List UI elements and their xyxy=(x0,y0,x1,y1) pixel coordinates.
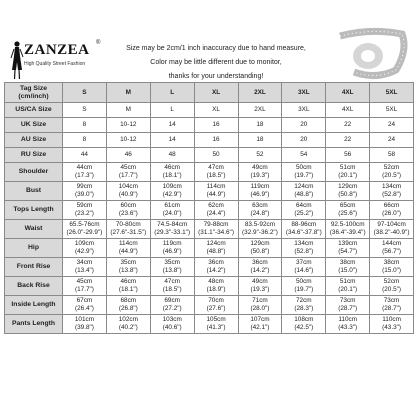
cell-cm: 139cm xyxy=(338,240,358,247)
table-cell xyxy=(370,163,414,182)
cell-inch: (28.3") xyxy=(294,305,314,312)
table-cell xyxy=(326,315,370,334)
size-column-header: 4XL xyxy=(326,83,370,103)
table-cell: 20 xyxy=(282,118,326,133)
table-cell xyxy=(106,201,150,220)
cell-inch: (20.1") xyxy=(338,172,358,179)
cell-inch: (54.7") xyxy=(338,248,358,255)
table-cell: 14 xyxy=(150,118,194,133)
table-cell: 18 xyxy=(238,118,282,133)
cell-inch: (26.8") xyxy=(118,305,138,312)
cell-inch: (40.2") xyxy=(118,324,138,331)
table-cell: 48 xyxy=(150,148,194,163)
table-cell xyxy=(194,277,238,296)
table-cell xyxy=(63,239,107,258)
cell-inch: (13.4") xyxy=(74,267,94,274)
table-cell xyxy=(282,239,326,258)
table-cell: 50 xyxy=(194,148,238,163)
table-cell: 22 xyxy=(326,133,370,148)
cell-cm: 38cm xyxy=(383,259,400,266)
table-cell xyxy=(282,220,326,239)
table-row xyxy=(5,277,414,296)
cell-cm: 129cm xyxy=(250,240,270,247)
table-cell xyxy=(282,258,326,277)
cell-inch: (44.9") xyxy=(118,248,138,255)
cell-inch: (26.4") xyxy=(74,305,94,312)
cell-inch: (18.1") xyxy=(118,286,138,293)
cell-cm: 73cm xyxy=(339,297,356,304)
cell-inch: (34.6"-37.8") xyxy=(285,229,322,236)
table-cell xyxy=(282,296,326,315)
table-cell: 10-12 xyxy=(106,133,150,148)
cell-cm: 52cm xyxy=(383,164,400,171)
table-cell: 16 xyxy=(194,133,238,148)
cell-cm: 99cm xyxy=(76,183,93,190)
cell-cm: 60cm xyxy=(120,202,137,209)
cell-inch: (25.6") xyxy=(338,210,358,217)
cell-inch: (41.3") xyxy=(206,324,226,331)
table-cell xyxy=(238,239,282,258)
cell-inch: (27.6"-31.5") xyxy=(110,229,147,236)
cell-inch: (27.2") xyxy=(162,305,182,312)
table-cell: 24 xyxy=(370,133,414,148)
cell-cm: 46cm xyxy=(164,164,180,171)
table-cell: 52 xyxy=(238,148,282,163)
table-cell: S xyxy=(63,103,107,118)
cell-cm: 49cm xyxy=(252,278,268,285)
table-cell xyxy=(282,182,326,201)
table-row xyxy=(5,258,414,277)
cell-cm: 101cm xyxy=(74,316,95,323)
row-label: Waist xyxy=(5,220,63,239)
table-cell xyxy=(63,163,107,182)
size-column-header: 5XL xyxy=(370,83,414,103)
header xyxy=(0,0,416,84)
table-cell xyxy=(370,182,414,201)
cell-cm: 44cm xyxy=(76,164,93,171)
cell-cm: 103cm xyxy=(162,316,182,323)
cell-cm: 50cm xyxy=(295,278,312,285)
table-cell xyxy=(370,220,414,239)
table-cell xyxy=(63,277,107,296)
table-cell xyxy=(150,163,194,182)
table-cell xyxy=(150,201,194,220)
size-column-header: 3XL xyxy=(282,83,326,103)
table-cell: 20 xyxy=(282,133,326,148)
cell-cm: 65.5-76cm xyxy=(69,221,100,228)
cell-inch: (24.8") xyxy=(250,210,270,217)
table-cell xyxy=(370,277,414,296)
cell-inch: (52.8") xyxy=(382,191,402,198)
table-cell: 16 xyxy=(194,118,238,133)
cell-cm: 144cm xyxy=(381,240,402,247)
cell-inch: (14.6") xyxy=(294,267,314,274)
table-row xyxy=(5,148,414,163)
row-label: UK Size xyxy=(5,118,63,133)
table-row xyxy=(5,296,414,315)
cell-cm: 36cm xyxy=(208,259,224,266)
table-header-row xyxy=(5,83,414,103)
table-row xyxy=(5,239,414,258)
cell-inch: (23.6") xyxy=(118,210,138,217)
cell-cm: 124cm xyxy=(294,183,314,190)
brand-logo xyxy=(10,40,116,82)
cell-inch: (17.7") xyxy=(74,286,94,293)
table-cell xyxy=(282,315,326,334)
cell-inch: (40.9") xyxy=(118,191,138,198)
table-cell xyxy=(194,296,238,315)
cell-cm: 73cm xyxy=(383,297,400,304)
cell-cm: 83.5-92cm xyxy=(244,221,276,228)
table-cell: 8 xyxy=(63,118,107,133)
table-cell: 3XL xyxy=(282,103,326,118)
size-column-header: XL xyxy=(194,83,238,103)
cell-inch: (28.7") xyxy=(338,305,358,312)
cell-cm: 62cm xyxy=(208,202,224,209)
table-cell: 14 xyxy=(150,133,194,148)
cell-inch: (42.5") xyxy=(294,324,314,331)
cell-cm: 51cm xyxy=(339,278,356,285)
table-cell: 54 xyxy=(282,148,326,163)
cell-inch: (28.0") xyxy=(250,305,270,312)
table-cell xyxy=(194,258,238,277)
cell-cm: 36cm xyxy=(252,259,268,266)
cell-cm: 109cm xyxy=(74,240,95,247)
cell-inch: (14.2") xyxy=(250,267,270,274)
cell-cm: 124cm xyxy=(206,240,226,247)
cell-cm: 114cm xyxy=(206,183,226,190)
table-cell xyxy=(326,277,370,296)
row-label: US/CA Size xyxy=(5,103,63,118)
cell-cm: 105cm xyxy=(206,316,226,323)
row-label: Front Rise xyxy=(5,258,63,277)
cell-inch: (28.7") xyxy=(382,305,402,312)
table-cell xyxy=(238,182,282,201)
table-row xyxy=(5,163,414,182)
notice-line: Color may be little different due to monitor, xyxy=(150,59,282,66)
table-cell xyxy=(194,182,238,201)
cell-inch: (43.3") xyxy=(382,324,402,331)
table-cell: 5XL xyxy=(370,103,414,118)
cell-cm: 70-80cm xyxy=(115,221,141,228)
cell-cm: 108cm xyxy=(294,316,314,323)
cell-cm: 79-88cm xyxy=(203,221,229,228)
cell-inch: (29.3"-33.1") xyxy=(154,229,191,236)
cell-cm: 47cm xyxy=(164,278,180,285)
row-label: Inside Length xyxy=(5,296,63,315)
cell-cm: 88-96cm xyxy=(291,221,317,228)
table-cell xyxy=(150,277,194,296)
cell-cm: 110cm xyxy=(338,316,358,323)
cell-inch: (19.7") xyxy=(294,286,314,293)
cell-cm: 35cm xyxy=(164,259,180,266)
cell-inch: (50.8") xyxy=(250,248,270,255)
cell-cm: 134cm xyxy=(381,183,402,190)
cell-inch: (38.2"-40.9") xyxy=(373,229,410,236)
cell-cm: 52cm xyxy=(383,278,400,285)
table-cell xyxy=(238,201,282,220)
cell-inch: (17.3") xyxy=(74,172,94,179)
cell-cm: 63cm xyxy=(252,202,268,209)
cell-cm: 34cm xyxy=(76,259,93,266)
cell-inch: (24.0") xyxy=(162,210,182,217)
table-cell xyxy=(106,163,150,182)
table-cell xyxy=(238,315,282,334)
table-cell xyxy=(150,258,194,277)
cell-cm: 65cm xyxy=(339,202,356,209)
table-cell xyxy=(150,296,194,315)
cell-inch: (42.9") xyxy=(74,248,94,255)
table-row xyxy=(5,118,414,133)
cell-cm: 72cm xyxy=(295,297,312,304)
table-cell xyxy=(370,315,414,334)
cell-cm: 119cm xyxy=(162,240,182,247)
table-cell xyxy=(106,239,150,258)
cell-cm: 107cm xyxy=(250,316,270,323)
cell-inch: (20.5") xyxy=(382,286,402,293)
table-cell xyxy=(326,296,370,315)
table-cell xyxy=(282,277,326,296)
table-cell xyxy=(150,182,194,201)
table-cell xyxy=(282,163,326,182)
cell-inch: (18.5") xyxy=(206,172,226,179)
table-cell xyxy=(326,258,370,277)
table-cell xyxy=(238,296,282,315)
measurement-notice xyxy=(116,42,316,84)
table-row xyxy=(5,201,414,220)
table-cell xyxy=(370,239,414,258)
table-row xyxy=(5,220,414,239)
cell-cm: 38cm xyxy=(339,259,356,266)
table-row xyxy=(5,133,414,148)
table-cell: 46 xyxy=(106,148,150,163)
table-cell: 44 xyxy=(63,148,107,163)
cell-cm: 37cm xyxy=(295,259,312,266)
table-cell xyxy=(326,239,370,258)
cell-inch: (18.5") xyxy=(162,286,182,293)
cell-cm: 69cm xyxy=(164,297,180,304)
cell-inch: (50.8") xyxy=(338,191,358,198)
table-cell: L xyxy=(150,103,194,118)
notice-line: Size may be 2cm/1 inch inaccuracy due to hand measure, xyxy=(126,45,306,52)
table-cell: 22 xyxy=(326,118,370,133)
cell-cm: 45cm xyxy=(120,164,137,171)
cell-cm: 97-104cm xyxy=(377,221,406,228)
table-cell xyxy=(238,163,282,182)
cell-cm: 92.5-100cm xyxy=(330,221,365,228)
cell-cm: 47cm xyxy=(208,164,224,171)
table-cell: 2XL xyxy=(238,103,282,118)
cell-inch: (48.8") xyxy=(294,191,314,198)
table-cell xyxy=(194,239,238,258)
cell-inch: (36.4"-39.4") xyxy=(329,229,366,236)
cell-cm: 134cm xyxy=(294,240,314,247)
table-cell xyxy=(194,220,238,239)
table-row xyxy=(5,315,414,334)
cell-cm: 35cm xyxy=(120,259,137,266)
cell-inch: (15.0") xyxy=(382,267,402,274)
cell-cm: 46cm xyxy=(120,278,137,285)
table-cell xyxy=(150,239,194,258)
cell-inch: (43.3") xyxy=(338,324,358,331)
cell-cm: 104cm xyxy=(118,183,138,190)
cell-cm: 119cm xyxy=(250,183,270,190)
cell-cm: 68cm xyxy=(120,297,137,304)
table-cell xyxy=(238,277,282,296)
table-cell xyxy=(63,182,107,201)
cell-cm: 102cm xyxy=(118,316,138,323)
table-cell xyxy=(63,201,107,220)
table-cell: 18 xyxy=(238,133,282,148)
cell-inch: (46.9") xyxy=(162,248,182,255)
cell-inch: (17.7") xyxy=(118,172,138,179)
row-label: RU Size xyxy=(5,148,63,163)
table-cell xyxy=(282,201,326,220)
table-cell xyxy=(106,277,150,296)
cell-cm: 129cm xyxy=(338,183,358,190)
size-column-header: S xyxy=(63,83,107,103)
cell-cm: 66cm xyxy=(383,202,400,209)
notice-line: thanks for your understanding! xyxy=(168,73,264,80)
cell-inch: (42.1") xyxy=(250,324,270,331)
brand-name: ZANZEA xyxy=(24,42,90,58)
cell-inch: (56.7") xyxy=(382,248,402,255)
cell-cm: 48cm xyxy=(208,278,224,285)
cell-inch: (26.0") xyxy=(382,210,402,217)
table-cell xyxy=(106,220,150,239)
registered-mark: ® xyxy=(96,40,101,46)
table-cell xyxy=(370,296,414,315)
row-label: Pants Length xyxy=(5,315,63,334)
tag-size-header: Tag Size (cm/inch) xyxy=(5,83,63,103)
table-cell xyxy=(63,220,107,239)
woman-silhouette-icon xyxy=(10,40,24,80)
cell-cm: 109cm xyxy=(162,183,182,190)
table-cell xyxy=(326,182,370,201)
cell-inch: (19.3") xyxy=(250,172,270,179)
table-cell xyxy=(370,258,414,277)
table-row xyxy=(5,103,414,118)
table-cell xyxy=(106,315,150,334)
cell-inch: (52.8") xyxy=(294,248,314,255)
cell-cm: 110cm xyxy=(382,316,401,323)
size-column-header: 2XL xyxy=(238,83,282,103)
table-cell: 10-12 xyxy=(106,118,150,133)
row-label: Bust xyxy=(5,182,63,201)
table-cell xyxy=(326,201,370,220)
cell-cm: 70cm xyxy=(208,297,224,304)
cell-cm: 50cm xyxy=(295,164,312,171)
table-cell xyxy=(370,201,414,220)
cell-inch: (18.1") xyxy=(162,172,182,179)
table-cell xyxy=(63,315,107,334)
cell-inch: (40.6") xyxy=(162,324,182,331)
cell-cm: 49cm xyxy=(252,164,268,171)
table-cell: XL xyxy=(194,103,238,118)
size-chart-table xyxy=(4,82,414,334)
cell-inch: (44.9") xyxy=(206,191,226,198)
table-cell: 24 xyxy=(370,118,414,133)
cell-inch: (48.8") xyxy=(206,248,226,255)
cell-cm: 64cm xyxy=(295,202,312,209)
cell-cm: 71cm xyxy=(252,297,268,304)
table-cell xyxy=(238,220,282,239)
cell-inch: (15.0") xyxy=(338,267,358,274)
cell-cm: 61cm xyxy=(164,202,180,209)
size-column-header: L xyxy=(150,83,194,103)
size-column-header: M xyxy=(106,83,150,103)
row-label: AU Size xyxy=(5,133,63,148)
table-cell xyxy=(326,220,370,239)
cell-inch: (20.1") xyxy=(338,286,358,293)
table-cell xyxy=(106,258,150,277)
row-label: Hip xyxy=(5,239,63,258)
row-label: Back Rise xyxy=(5,277,63,296)
table-cell xyxy=(150,315,194,334)
table-cell: 8 xyxy=(63,133,107,148)
cell-cm: 51cm xyxy=(339,164,356,171)
cell-inch: (13.8") xyxy=(118,267,138,274)
cell-inch: (13.8") xyxy=(162,267,182,274)
cell-inch: (19.3") xyxy=(250,286,270,293)
cell-inch: (20.5") xyxy=(382,172,402,179)
table-cell xyxy=(238,258,282,277)
cell-inch: (31.1"-34.6") xyxy=(198,229,234,236)
cell-inch: (39.0") xyxy=(74,191,94,198)
cell-inch: (32.9"-36.2") xyxy=(242,229,278,236)
table-cell: 56 xyxy=(326,148,370,163)
cell-inch: (14.2") xyxy=(206,267,226,274)
table-cell xyxy=(194,163,238,182)
table-cell: 58 xyxy=(370,148,414,163)
cell-inch: (23.2") xyxy=(74,210,94,217)
table-cell: M xyxy=(106,103,150,118)
cell-inch: (24.4") xyxy=(206,210,226,217)
cell-cm: 74.5-84cm xyxy=(157,221,188,228)
cell-inch: (19.7") xyxy=(294,172,314,179)
cell-inch: (18.9") xyxy=(206,286,226,293)
row-label: Tops Length xyxy=(5,201,63,220)
cell-inch: (27.6") xyxy=(206,305,226,312)
cell-inch: (42.9") xyxy=(162,191,182,198)
table-cell xyxy=(106,296,150,315)
cell-cm: 67cm xyxy=(76,297,93,304)
cell-inch: (25.2") xyxy=(294,210,314,217)
table-cell xyxy=(63,296,107,315)
cell-inch: (39.8") xyxy=(74,324,94,331)
cell-cm: 59cm xyxy=(76,202,93,209)
row-label: Shoulder xyxy=(5,163,63,182)
table-cell: 4XL xyxy=(326,103,370,118)
table-cell xyxy=(194,201,238,220)
cell-inch: (46.9") xyxy=(250,191,270,198)
table-cell xyxy=(150,220,194,239)
cell-inch: (26.0"-29.9") xyxy=(66,229,103,236)
cell-cm: 45cm xyxy=(76,278,93,285)
table-cell xyxy=(194,315,238,334)
measuring-tape-icon xyxy=(336,26,408,82)
cell-cm: 114cm xyxy=(118,240,138,247)
brand-tagline: High Quality Street Fashion xyxy=(24,61,86,67)
table-cell xyxy=(106,182,150,201)
table-cell xyxy=(63,258,107,277)
table-row xyxy=(5,182,414,201)
table-cell xyxy=(326,163,370,182)
